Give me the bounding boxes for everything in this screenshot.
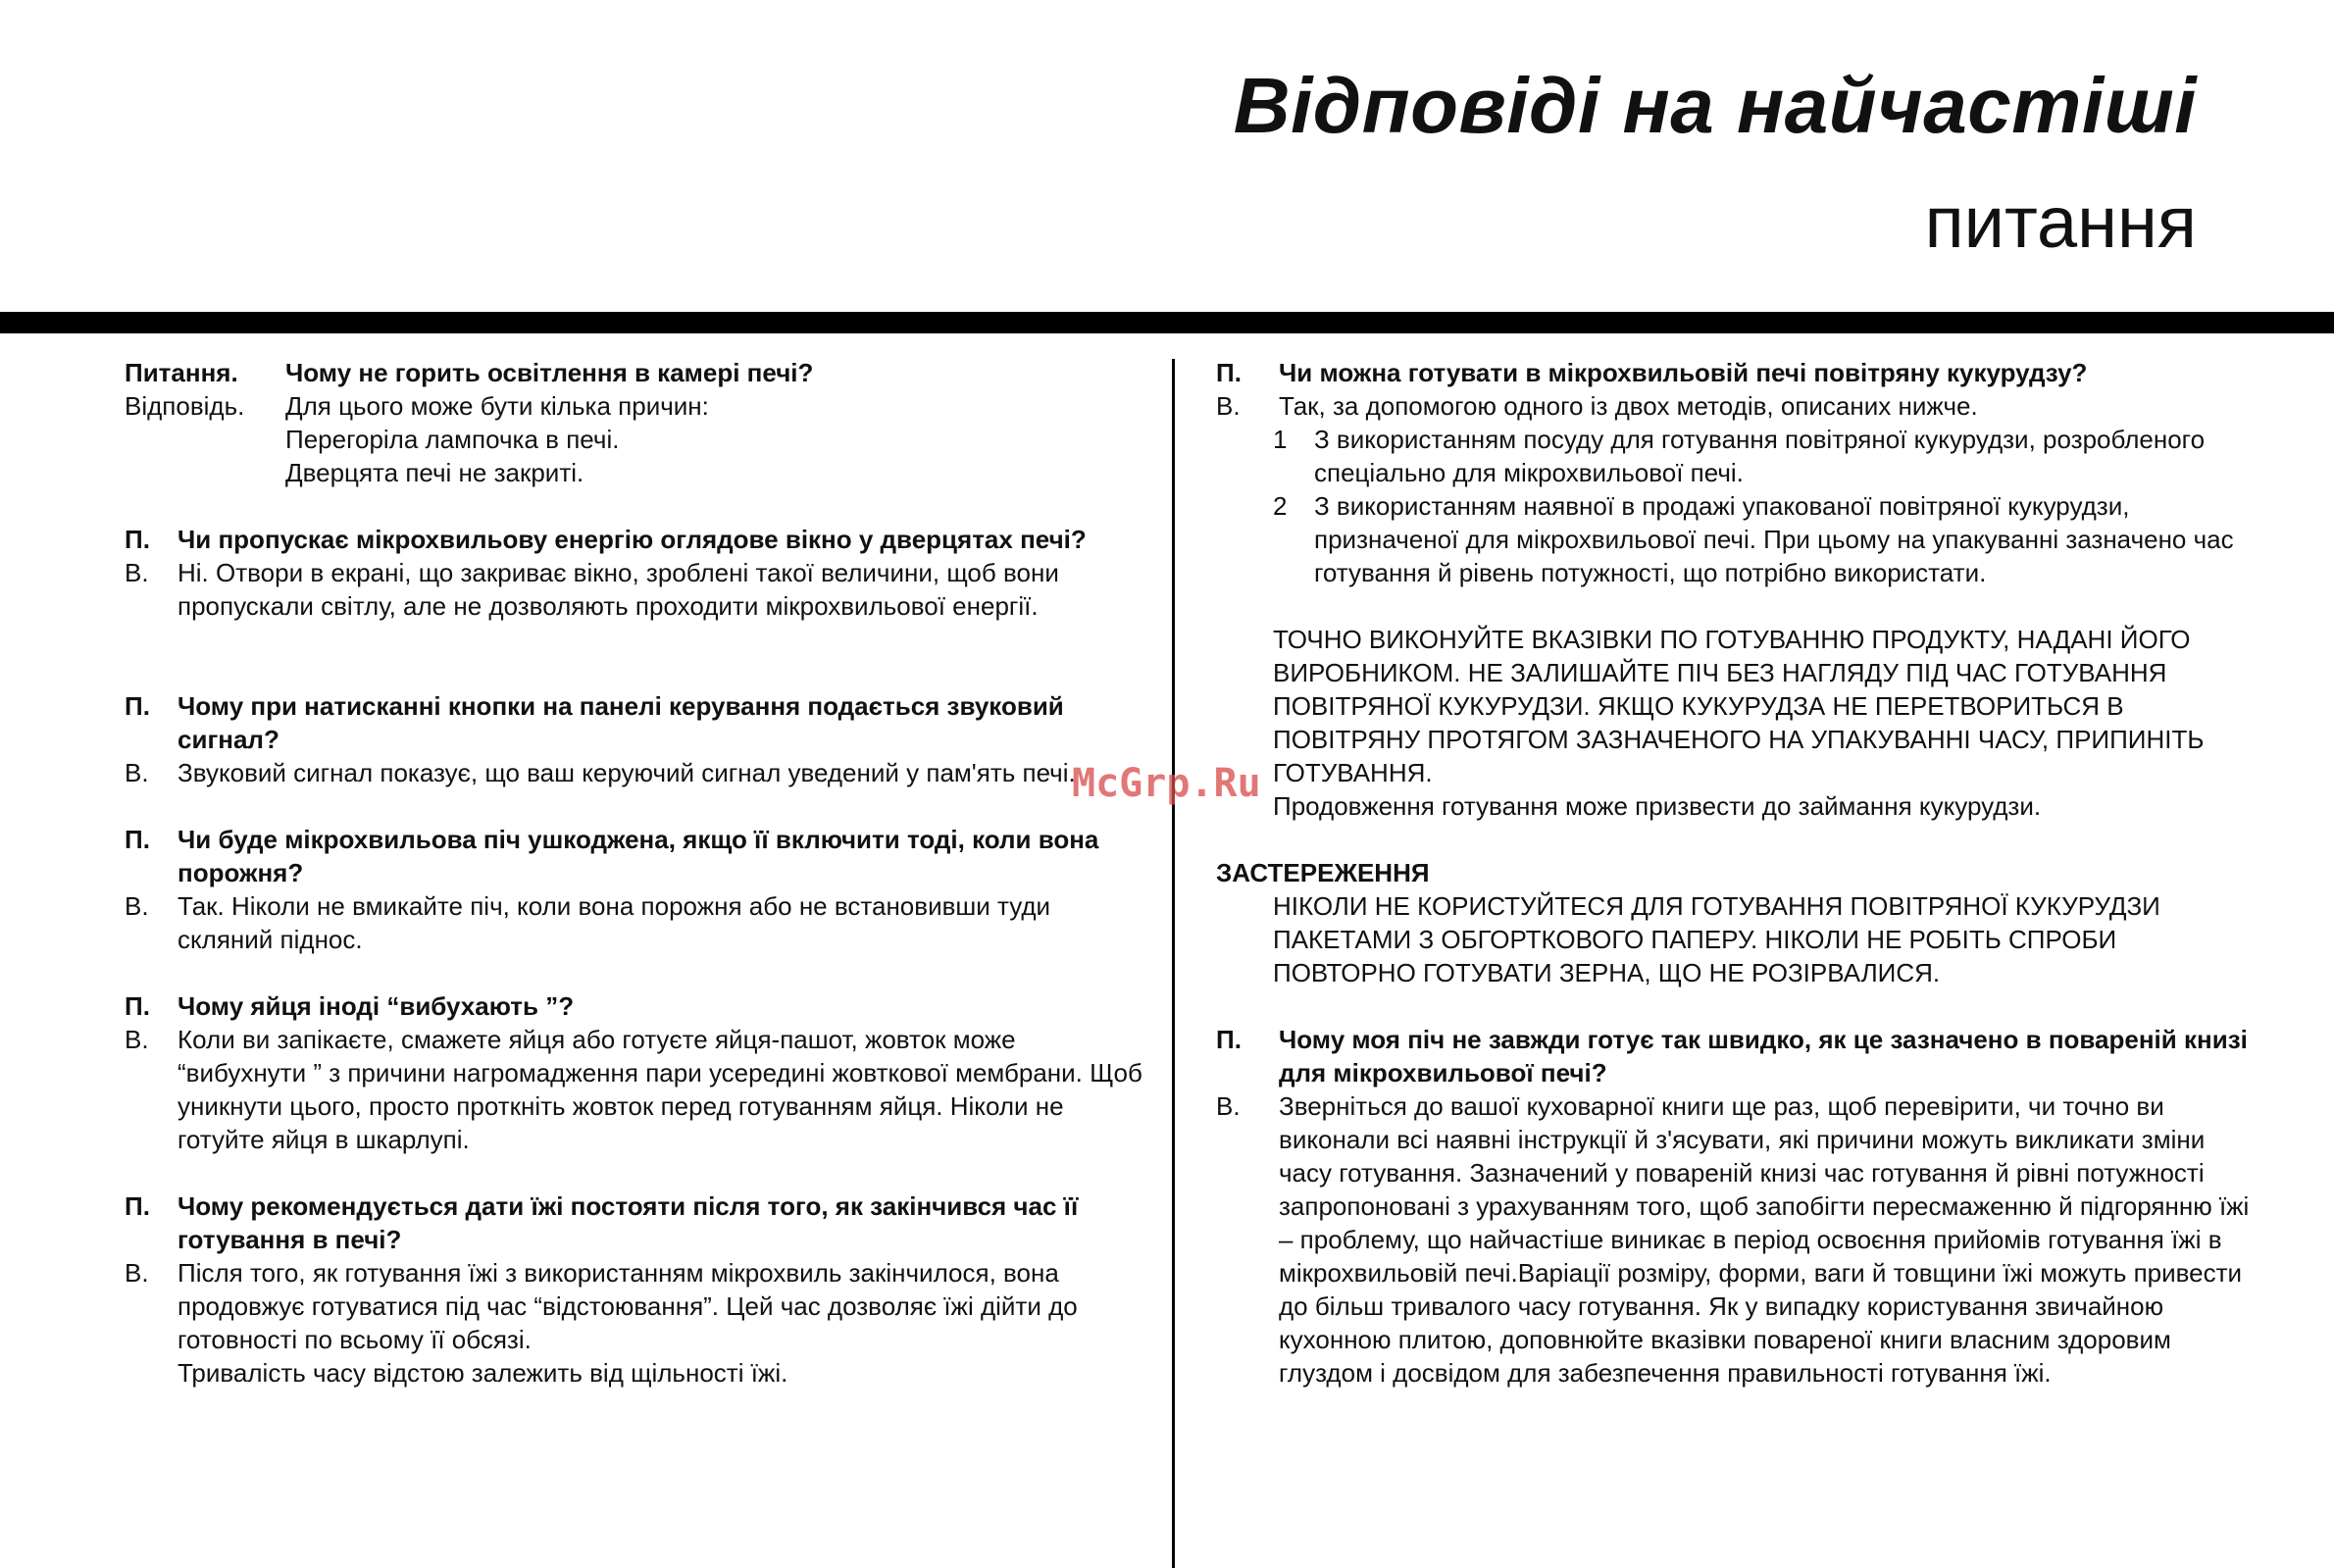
answer <box>1216 389 2256 423</box>
answer <box>1216 1089 2256 1390</box>
faq-item-popcorn <box>1216 356 2256 823</box>
faq-item-empty-oven <box>125 823 1149 956</box>
answer-label: В. <box>125 1025 149 1054</box>
answer-text: Так. Ніколи не вмикайте піч, коли вона порожня або не встановивши туди скляний піднос. <box>178 891 1051 954</box>
header-rule <box>0 312 2334 333</box>
question <box>125 689 1149 756</box>
question-label: П. <box>125 825 150 854</box>
faq-item-window <box>125 523 1149 623</box>
warning-block <box>1216 856 2256 989</box>
question <box>125 1189 1149 1256</box>
question <box>125 989 1149 1023</box>
answer-item: Дверцята печі не закриті. <box>285 458 584 487</box>
answer-text: Ні. Отвори в екрані, що закриває вікно, зроблені такої величини, щоб вони пропускали світлу, але не дозволяють проходити мікрохвильової енергії. <box>178 558 1059 621</box>
question <box>1216 356 2256 389</box>
answer-label: В. <box>125 758 149 787</box>
left-column <box>125 356 1149 1390</box>
answer-text: Зверніться до вашої куховарної книги ще раз, щоб перевірити, чи точно ви виконали всі наявні інструкції й з'ясувати, які причини можуть викликати зміни часу готування. Зазначений у повареній книзі час готування й рівні потужності запропоновані з урахуванням того, щоб запобігти пересмаженню й підгорянню їжі – проблему, що найчастіше виникає в період освоєння прийомів готування їжі в мікрохвильовій печі.Варіації розміру, форми, ваги й товщини їжі можуть привести до більш тривалого часу готування. Як у випадку користування звичайною кухонною плитою, доповнюйте вказівки повареної книги власним здоровим глуздом і досвідом для забезпечення правильності готування їжі. <box>1279 1091 2250 1388</box>
warning-title: ЗАСТЕРЕЖЕННЯ <box>1216 858 1430 887</box>
question-text: Чи буде мікрохвильова піч ушкоджена, якщо її включити тоді, коли вона порожня? <box>178 825 1099 887</box>
answer-label: Відповідь. <box>125 391 245 421</box>
answer <box>125 556 1149 623</box>
answer-text: Коли ви запікаєте, смажете яйця або готуєте яйця-пашот, жовток може “вибухнути ” з причини нагромадження пари усередині жовткової мембрани. Щоб уникнути цього, просто проткніть жовток перед готуванням яйця. Ніколи не готуйте яйця в шкарлупі. <box>178 1025 1142 1154</box>
question-text: Чому яйця іноді “вибухають ”? <box>178 991 575 1021</box>
list-item <box>1216 489 2256 589</box>
question-text: Чи пропускає мікрохвильову енергію оглядове вікно у дверцятах печі? <box>178 525 1087 554</box>
question-label: П. <box>125 691 150 721</box>
faq-item-beep <box>125 689 1149 789</box>
answer <box>125 756 1149 789</box>
list-text: З використанням наявної в продажі упакованої повітряної кукурудзи, призначеної для мікрохвильової печі. При цьому на упакуванні зазначено час готування й рівень потужності, що потрібно використати. <box>1314 491 2234 587</box>
question-label: Питання. <box>125 358 238 387</box>
answer <box>125 889 1149 956</box>
answer-item: Перегоріла лампочка в печі. <box>285 425 620 454</box>
answer-text-extra: Тривалість часу відстою залежить від щільності їжі. <box>178 1358 788 1388</box>
question-label: П. <box>125 991 150 1021</box>
warning-text: НІКОЛИ НЕ КОРИСТУЙТЕСЯ ДЛЯ ГОТУВАННЯ ПОВІТРЯНОЇ КУКУРУДЗИ ПАКЕТАМИ З ОБГОРТКОВОГО ПАПЕРУ. НІКОЛИ НЕ РОБІТЬ СПРОБИ ПОВТОРНО ГОТУВАТИ ЗЕРНА, ЩО НЕ РОЗІРВАЛИСЯ. <box>1273 891 2160 987</box>
question-label: П. <box>125 525 150 554</box>
answer <box>125 1256 1149 1356</box>
question-label: П. <box>1216 1025 1242 1054</box>
faq-item-cooking-speed <box>1216 1023 2256 1390</box>
question-text: Чому не горить освітлення в камері печі? <box>285 358 814 387</box>
page-title-line2: питання <box>1924 181 2197 263</box>
question-text: Чому при натисканні кнопки на панелі керування подається звуковий сигнал? <box>178 691 1064 754</box>
question <box>1216 1023 2256 1089</box>
answer-label: В. <box>125 891 149 921</box>
answer-label: В. <box>1216 1091 1241 1121</box>
caution-text: ТОЧНО ВИКОНУЙТЕ ВКАЗІВКИ ПО ГОТУВАННЮ ПРОДУКТУ, НАДАНІ ЙОГО ВИРОБНИКОМ. НЕ ЗАЛИШАЙТЕ ПІЧ БЕЗ НАГЛЯДУ ПІД ЧАС ГОТУВАННЯ ПОВІТРЯНОЇ КУКУРУДЗИ. ЯКЩО КУКУРУДЗА НЕ ПЕРЕТВОРИТЬСЯ В ПОВІТРЯНУ ПРОТЯГОМ ЗАЗНАЧЕНОГО НА УПАКУВАННІ ЧАСУ, ПРИПИНІТЬ ГОТУВАННЯ. <box>1273 625 2205 787</box>
answer <box>125 389 1149 423</box>
page-title: Відповіді на найчастіші <box>1233 62 2197 149</box>
answer-text: Для цього може бути кілька причин: <box>285 391 709 421</box>
answer-label: В. <box>1216 391 1241 421</box>
watermark: McGrp.Ru <box>1072 761 1261 806</box>
question-text: Чому рекомендується дати їжі постояти після того, як закінчився час її готування в печі? <box>178 1191 1079 1254</box>
answer-label: В. <box>125 558 149 587</box>
faq-item-standing-time <box>125 1189 1149 1390</box>
right-column <box>1216 356 2256 1390</box>
question-label: П. <box>1216 358 1242 387</box>
list-number: 2 <box>1273 491 1288 521</box>
answer-label: В. <box>125 1258 149 1288</box>
list-number: 1 <box>1273 425 1288 454</box>
question <box>125 823 1149 889</box>
answer-text: Так, за допомогою одного із двох методів, описаних нижче. <box>1279 391 1978 421</box>
faq-item-light <box>125 356 1149 489</box>
question-text: Чому моя піч не завжди готує так швидко, як це зазначено в повареній книзі для мікрохвильової печі? <box>1279 1025 2248 1087</box>
answer <box>125 1023 1149 1156</box>
question <box>125 356 1149 389</box>
question-text: Чи можна готувати в мікрохвильовій печі повітряну кукурудзу? <box>1279 358 2088 387</box>
list-text: З використанням посуду для готування повітряної кукурудзи, розробленого спеціально для мікрохвильової печі. <box>1314 425 2206 487</box>
faq-item-eggs <box>125 989 1149 1156</box>
question <box>125 523 1149 556</box>
answer-text: Звуковий сигнал показує, що ваш керуючий сигнал уведений у пам'ять печі. <box>178 758 1076 787</box>
question-label: П. <box>125 1191 150 1221</box>
list-item <box>1216 423 2256 489</box>
column-divider <box>1172 359 1175 1568</box>
answer-text: Після того, як готування їжі з використанням мікрохвиль закінчилося, вона продовжує готуватися під час “відстоювання”. Цей час дозволяє їжі дійти до готовності по всьому її обсязі. <box>178 1258 1078 1354</box>
caution-note: Продовження готування може призвести до займання кукурудзи. <box>1273 791 2042 821</box>
